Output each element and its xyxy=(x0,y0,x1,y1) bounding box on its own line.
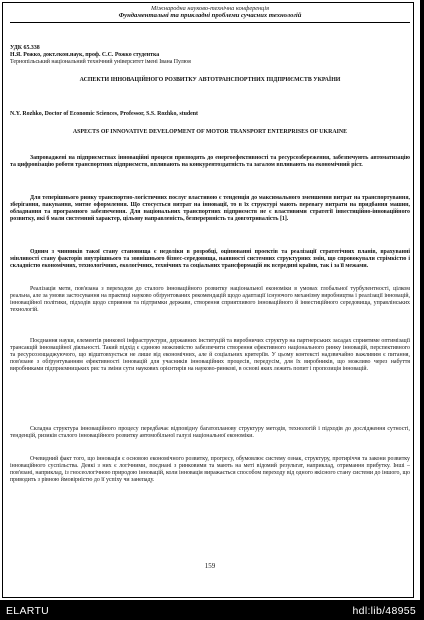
body-paragraph: Очевидний факт того, що інновація є основою економічного розвитку, прогресу, обумовлює систему ознак, структуру, протиріччя та закони розвитку інноваційного суспільства. Деякі з них є логічними, поєднані з ринковими та мають на меті відомий результат, наприклад, отримання прибутку. Інші – пов'язані, наприклад, із гносеологічною природою інновацій, коли інновація виражається способом переходу від одного якісного стану системи до іншого, що приводить з рівною ймовірністю до її успіху чи занепаду. xyxy=(10,456,410,483)
body-paragraph: Реалізація мети, пов'язана з переходом до сталого інноваційного розвитку національної економіки в умовах глобальної турбулентності, цілком реальна, але за умови застосування на практиці науково обґрунтованих рекомендацій щодо адаптації існуючого механізму виробництва і реалізації інновацій, інноваційної політики, підходів щодо сприяння та підтримки держави, створення сприятливого інноваційного й інвестиційного середовища, управлінських технологій. xyxy=(10,286,410,313)
page-number: 159 xyxy=(204,562,216,570)
repository-label: ELARTU xyxy=(6,605,50,617)
abstract-paragraph: Запроваджені на підприємствах інноваційні процеси призводять до енергоефективності та ресурсозбереження, забезпечують автоматизацію та цифровізацію роботи транспортних підприємств, впливають на конкурентоздатність та загалом впливають на економічний ріст. xyxy=(10,155,410,168)
abstract-paragraph: Для теперішнього ринку транспортно-логістичних послуг властивою є тенденція до максимального зменшення витрат на транспортування, зберігання, пакування, митне оформлення. Що стосується витрат на інновації, то в їх структурі мають перевагу витрати на придбання машин, обладнання та програмного забезпечення. Для національних транспортних підприємств не є властивими стратегії інвестиційно-інноваційного розвитку, які б мали системний характер, цільову направленість, безперервність та довготривалість [1]. xyxy=(10,195,410,222)
body-paragraph: Поєднання науки, елементів ринкової інфраструктури, державних інституцій та виробничих структур на партнерських засадах сприятиме оптимізації трансакцій інноваційної діяльності. Такий підхід є єдиною можливістю забезпечити створення ефективного національного ринку інновацій, перспективного та ресурсозощаджуючого, що відштовхується не лише від економічних, але й соціальних критеріїв. У цьому контексті надзвичайно важливим є питання, пов'язане з обґрунтуванням ефективності інновацій для учасників інноваційних процесів, передусім, для їх виробників, що можливо через набуття виробниками підприємницьких рис та зміни сути наукових орієнтирів на науково-ринкові, в основі яких лежить попит і пропозиція інновацій. xyxy=(10,338,410,372)
body-paragraph: Складна структура інноваційного процесу передбачає відповідну багатопланову структуру методів, технологій і підходів до дослідження сутності, тенденцій, ризиків сталого інноваційного розвитку автомобільної галузі національної економіки. xyxy=(10,426,410,439)
header-rule xyxy=(10,22,410,23)
title-en: ASPECTS OF INNOVATIVE DEVELOPMENT OF MOTOR TRANSPORT ENTERPRISES OF UKRAINE xyxy=(72,129,348,135)
abstract-paragraph: Одним з чинників такої стану становища є недоліки в розробці, оцінюванні проектів та реалізації стратегічних планів, врахуванні мінливості стану факторів внутрішнього та зовнішнього бізнес-середовища, наявності системних структурних змін, що спровокували стрімкістю і складністю економічних, технологічних, екологічних, технічних та соціальних трансформацій як всередині країни, так і за її межами. xyxy=(10,249,410,269)
handle-label: hdl:lib/48955 xyxy=(352,605,416,617)
authors-en: N.Y. Rozhko, Doctor of Economic Sciences, Professor, S.S. Rozhko, student xyxy=(10,111,199,117)
conference-title: Фундаментальні та прикладні проблеми сучасних технологій xyxy=(118,12,302,19)
conference-name: Міжнародна науково-технічна конференція xyxy=(150,5,270,12)
title-uk: АСПЕКТИ ІННОВАЦІЙНОГО РОЗВИТКУ АВТОТРАНСПОРТНИХ ПІДПРИЄМСТВ УКРАЇНИ xyxy=(79,77,341,83)
affiliation: Тернопільський національний технічний університет імені Івана Пулюя xyxy=(10,59,191,65)
authors-uk: Н.Я. Рожко, докт.екон.наук, проф. С.С. Рожко студентка xyxy=(10,52,160,58)
udc-code: УДК 65.338 xyxy=(10,45,40,51)
